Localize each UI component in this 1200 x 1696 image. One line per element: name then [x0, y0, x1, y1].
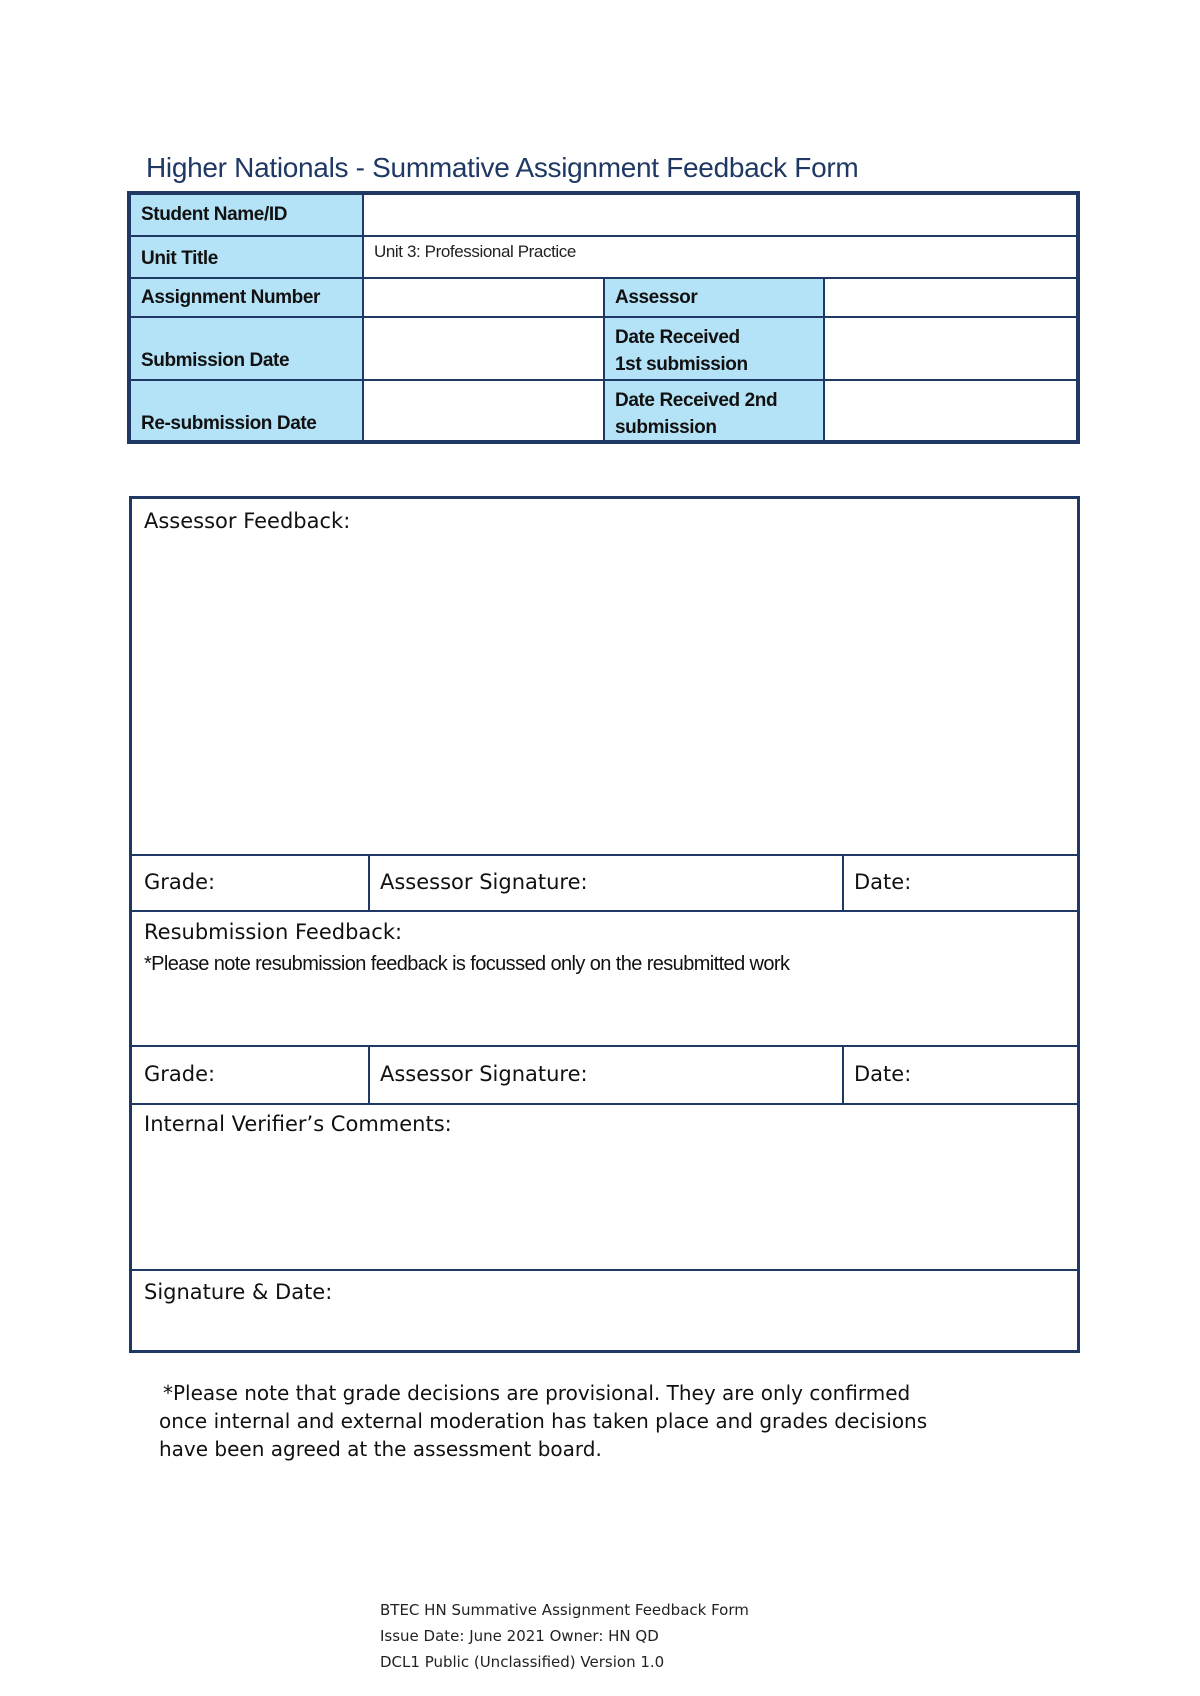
feedback-table: [129, 496, 1080, 1353]
date-received-2-label-line2: submission: [615, 417, 717, 438]
resubmission-feedback-label: Resubmission Feedback:: [144, 920, 403, 944]
unit-title-label-cell: [130, 236, 363, 278]
note-line-2: once internal and external moderation has taken place and grades decisions: [159, 1409, 928, 1433]
student-info-table: [127, 191, 1080, 444]
student-name-label-cell: [130, 194, 363, 236]
assessor-field[interactable]: [824, 278, 1077, 317]
grade-row-1: [132, 854, 1077, 910]
resubmission-feedback-area[interactable]: [132, 910, 1077, 1045]
resubmission-date-label-cell: [130, 380, 363, 441]
grade-decision-note: [159, 1379, 1059, 1463]
assessor-label: Assessor: [615, 287, 698, 308]
grade-label-1: Grade:: [144, 870, 216, 894]
grade-label-2: Grade:: [144, 1062, 216, 1086]
date-received-2-field[interactable]: [824, 380, 1077, 441]
unit-title-label: Unit Title: [141, 248, 218, 269]
page-footer: [380, 1597, 749, 1675]
date-received-2-label-line1: Date Received 2nd: [615, 390, 778, 411]
student-name-field[interactable]: [363, 194, 1077, 236]
unit-title-value: Unit 3: Professional Practice: [374, 242, 576, 261]
submission-date-field[interactable]: [363, 317, 604, 380]
date-received-1-label-line1: Date Received: [615, 327, 740, 348]
submission-date-label: Submission Date: [141, 350, 290, 371]
internal-verifier-label: Internal Verifier’s Comments:: [144, 1112, 452, 1136]
date-received-1-label-line2: 1st submission: [615, 354, 748, 375]
note-line-3: have been agreed at the assessment board.: [159, 1437, 602, 1461]
assignment-number-label-cell: [130, 278, 363, 317]
footer-line-2: Issue Date: June 2021 Owner: HN QD: [380, 1627, 659, 1645]
date-received-2-label-cell: [604, 380, 824, 441]
assessor-signature-label-1: Assessor Signature:: [380, 870, 588, 894]
signature-date-label: Signature & Date:: [144, 1280, 333, 1304]
assessor-feedback-area[interactable]: [132, 499, 1077, 854]
submission-date-label-cell: [130, 317, 363, 380]
note-line-1: *Please note that grade decisions are provisional. They are only confirmed: [163, 1381, 911, 1405]
signature-date-area[interactable]: [132, 1269, 1077, 1350]
date-received-1-label-cell: [604, 317, 824, 380]
footer-line-3: DCL1 Public (Unclassified) Version 1.0: [380, 1653, 665, 1671]
resubmission-date-label: Re-submission Date: [141, 413, 317, 434]
assessor-label-cell: [604, 278, 824, 317]
page-title: Higher Nationals - Summative Assignment Feedback Form: [146, 152, 859, 183]
assessor-signature-label-2: Assessor Signature:: [380, 1062, 588, 1086]
grade-row-2: [132, 1045, 1077, 1103]
unit-title-field[interactable]: [363, 236, 1077, 278]
resubmission-date-field[interactable]: [363, 380, 604, 441]
footer-line-1: BTEC HN Summative Assignment Feedback Form: [380, 1601, 749, 1619]
date-received-1-field[interactable]: [824, 317, 1077, 380]
resubmission-note: *Please note resubmission feedback is focussed only on the resubmitted work: [144, 953, 790, 975]
date-label-2: Date:: [854, 1062, 912, 1086]
assignment-number-label: Assignment Number: [141, 287, 321, 308]
assessor-feedback-label: Assessor Feedback:: [144, 509, 351, 533]
internal-verifier-area[interactable]: [132, 1103, 1077, 1269]
date-label-1: Date:: [854, 870, 912, 894]
assignment-number-field[interactable]: [363, 278, 604, 317]
student-name-label: Student Name/ID: [141, 204, 288, 225]
